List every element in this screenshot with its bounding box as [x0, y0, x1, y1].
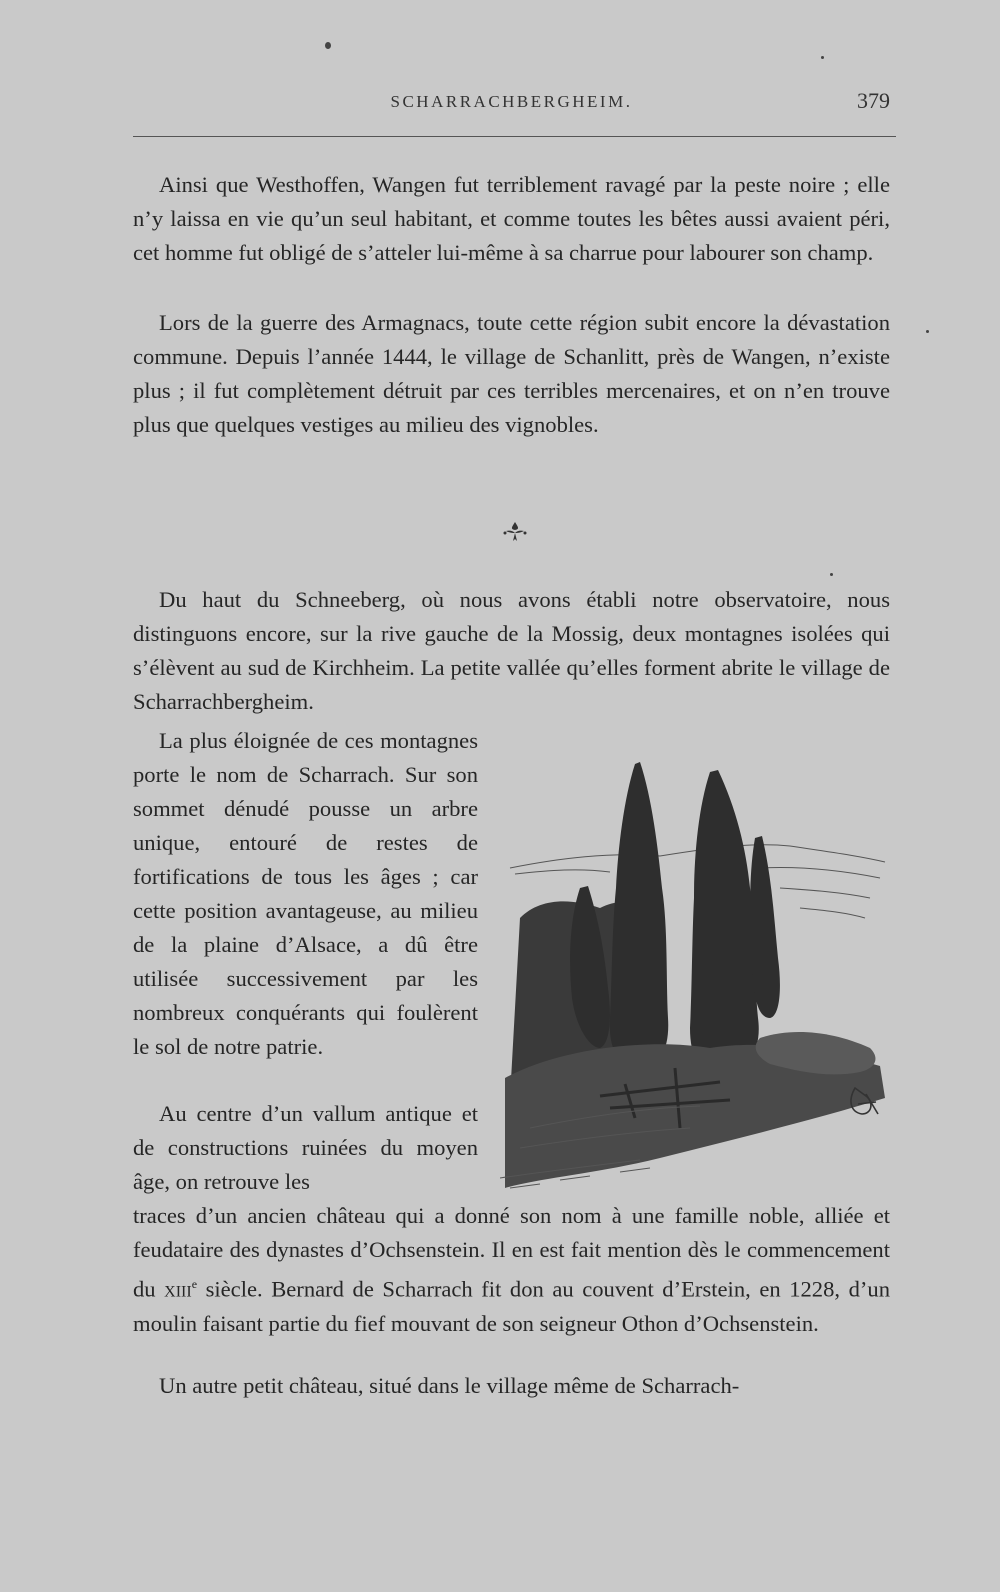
ink-speck — [926, 330, 929, 333]
page-number: 379 — [857, 88, 890, 113]
vallum-text: traces d’un ancien château qui a donné son nom à une famille noble, alliée et feudataire des dynastes d’Ochsenstein. Il en est fait mention dès le commencement du — [133, 1203, 890, 1302]
paragraph-vallum-wrapped: Au centre d’un vallum antique et de constructions ruinées du moyen âge, on retrouve les — [133, 1101, 478, 1194]
paragraph-westhoffen: Ainsi que Westhoffen, Wangen fut terriblement ravagé par la peste noire ; elle n’y laissa en vie qu’un seul habitant, et comme toutes les bêtes aussi avaient péri, cet homme fut obligé de s’atteler lui-même à sa charrue pour labourer son champ. — [133, 172, 890, 265]
paragraph-scharrach-wrapped: La plus éloignée de ces montagnes porte le nom de Scharrach. Sur son sommet dénudé pousse un arbre unique, entouré de restes de fortifications de tous les âges ; car cette position avantageuse, au milieu de la plaine d’Alsace, a dû être utilisée successivement par les nombreux conquérants qui foulèrent le sol de notre patrie. — [133, 728, 478, 1059]
ink-speck — [830, 573, 833, 576]
vallum-text-rest: siècle. Bernard de Scharrach fit don au couvent d’Erstein, en 1228, d’un moulin faisant partie du fief mouvant de son seigneur Othon d’Ochsenstein. — [133, 1276, 890, 1336]
paragraph-petit-chateau: Un autre petit château, situé dans le village même de Scharrach- — [159, 1373, 740, 1398]
running-head — [133, 88, 890, 122]
paragraph-armagnacs: Lors de la guerre des Armagnacs, toute cette région subit encore la dévastation commune. Depuis l’année 1444, le village de Schanlitt, près de Wangen, n’existe plus ; il fut complètement détruit par ces terribles mercenaires, et on n’en trouve plus que quelques vestiges au milieu des vignobles. — [133, 310, 890, 437]
century-superscript: e — [191, 1277, 198, 1291]
engraving-poplars-illustration — [500, 748, 900, 1198]
fleuron-icon — [500, 518, 530, 548]
century-numeral: xiii — [164, 1276, 192, 1302]
running-title: SCHARRACHBERGHEIM. — [390, 92, 633, 111]
header-rule — [133, 136, 896, 137]
section-ornament — [500, 518, 530, 548]
ink-speck — [821, 56, 824, 59]
paragraph-schneeberg: Du haut du Schneeberg, où nous avons établi notre observatoire, nous distinguons encore, sur la rive gauche de la Mossig, deux montagnes isolées qui s’élèvent au sud de Kirchheim. La petite vallée qu’elles forment abrite le village de Scharrachbergheim. — [133, 587, 890, 714]
paragraph-vallum-continued — [133, 1199, 890, 1341]
ink-speck — [325, 42, 331, 49]
